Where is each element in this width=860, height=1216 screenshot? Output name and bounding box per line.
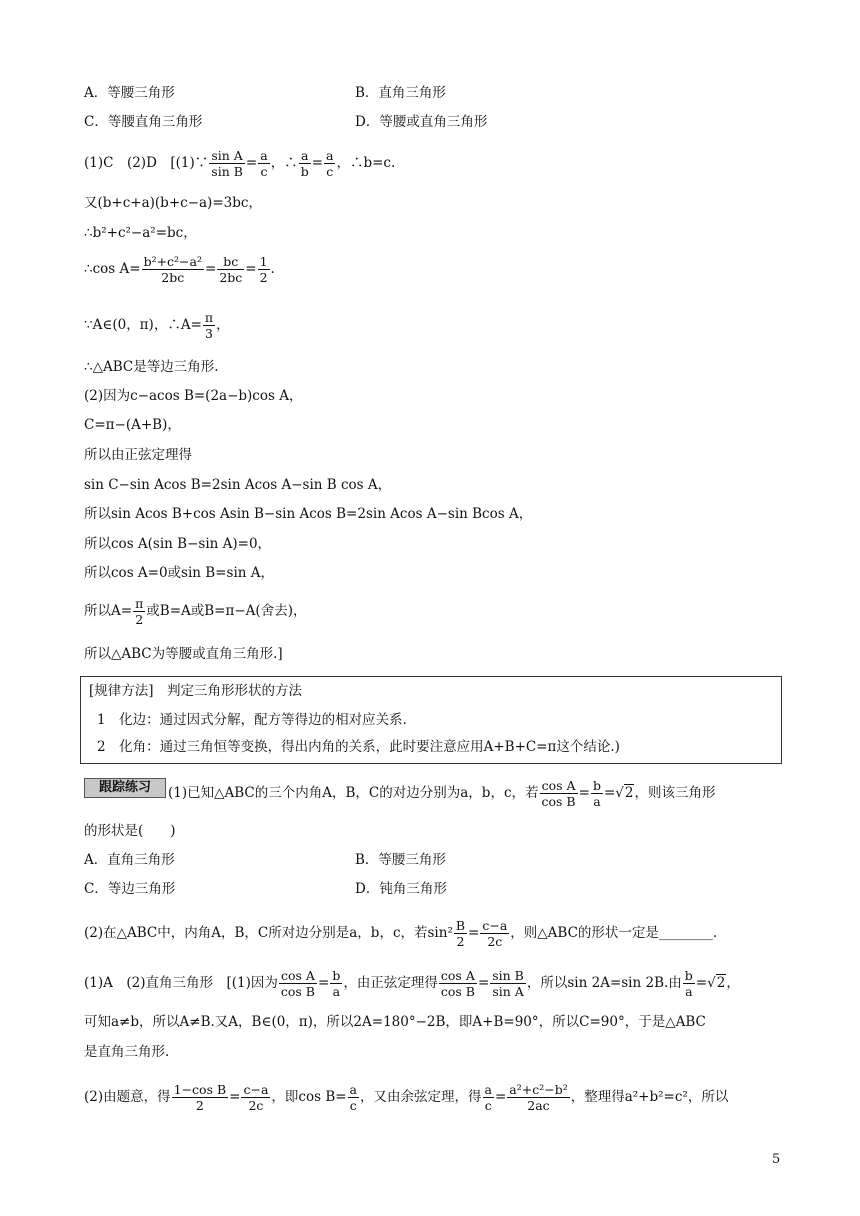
solution-line-5: ∵A∈(0，π)，∴A= $\frac{\pi}{3}$ ， [84, 310, 230, 341]
method-item-2: 2 化角：通过三角恒等变换，得出内角的关系，此时要注意应用A+B+C=π这个结论.) [97, 739, 620, 755]
fraction: $\frac{\text{sin A}}{\text{sin B}}$ [211, 148, 243, 179]
fraction: $\frac{\text{cos A}}{\text{cos B}}$ [440, 968, 475, 999]
option-c: C．等腰直角三角形 [84, 114, 203, 130]
practice-option-c: C．等边三角形 [84, 881, 176, 897]
method-title: [规律方法] 判定三角形形状的方法 [89, 683, 303, 699]
fraction: $\frac{\text{cos A}}{\text{cos B}}$ [280, 968, 315, 999]
solution-line-2: 又(b+c+a)(b+c−a)=3bc， [84, 195, 262, 211]
practice-option-a: A．直角三角形 [84, 852, 175, 868]
solution-line-13: 所以cos A=0或sin B=sin A， [84, 565, 275, 581]
fraction: $\frac{\text{cos A}}{\text{cos B}}$ [541, 778, 576, 809]
practice-option-b: B．等腰三角形 [355, 852, 446, 868]
practice-q1-cont: 的形状是( ) [84, 823, 176, 839]
answer-2: (2)由题意，得 $\frac{\text{1−cos B}}{2}$ = $\frac{c-a}{2c}$ ，即cos B= $\frac{a}{c}$ ，又由余弦定理，得 $\frac{a}{c}$ = $\frac{\text{a²+c²−b²}}{2ac}$ ，整理得a²+b²=c²，所以 [84, 1082, 729, 1113]
practice-option-d: D．钝角三角形 [355, 881, 447, 897]
fraction: $\frac{a}{c}$ [260, 148, 268, 179]
solution-line-8: C=π−(A+B)， [84, 417, 181, 433]
fraction: $\frac{\text{b²+c²−a²}}{2bc}$ [143, 254, 202, 285]
solution-line-7: (2)因为c−acos B=(2a−b)cos A， [84, 388, 303, 404]
fraction: $\frac{a}{c}$ [349, 1082, 357, 1113]
fraction: $\frac{\pi}{3}$ [204, 310, 214, 341]
option-b: B．直角三角形 [355, 85, 446, 101]
sqrt: √2 [615, 785, 634, 801]
solution-line-4: ∴cos A= $\frac{\text{b²+c²−a²}}{2bc}$ = $\frac{bc}{2bc}$ = $\frac{1}{2}$ . [84, 254, 275, 285]
practice-q2: (2)在△ABC中，内角A，B，C所对边分别是a，b，c，若sin² $\frac{B}{2}$ = $\frac{c-a}{2c}$ ，则△ABC的形状一定是________. [84, 918, 718, 949]
solution-line-10: sin C−sin Acos B=2sin Acos A−sin B cos A， [84, 477, 392, 493]
solution-line-9: 所以由正弦定理得 [84, 447, 192, 463]
solution-line-12: 所以cos A(sin B−sin A)=0， [84, 536, 272, 552]
fraction: $\frac{\pi}{2}$ [135, 596, 144, 627]
solution-line-11: 所以sin Acos B+cos Asin B−sin Acos B=2sin Acos A−sin Bcos A， [84, 506, 533, 522]
solution-line-14: 所以A= $\frac{\pi}{2}$ 或B=A或B=π−A(舍去)， [84, 596, 307, 627]
practice-q1: (1)已知△ABC的三个内角A，B，C的对边分别为a，b，c，若 $\frac{\text{cos A}}{\text{cos B}}$ = $\frac{b}{a}$ =√2，则该三角形 [168, 778, 716, 809]
fraction: $\frac{c-a}{2c}$ [482, 918, 508, 949]
solution-line-1: (1)C (2)D [(1)∵ $\frac{\text{sin A}}{\text{sin B}}$ = $\frac{a}{c}$ ，∴ $\frac{a}{b}$ = $\frac{a}{c}$ ，∴b=c. [84, 148, 396, 179]
practice-badge: 跟踪练习 [84, 778, 166, 798]
fraction: $\frac{a}{b}$ [300, 148, 309, 179]
answer-1-line-3: 是直角三角形. [84, 1044, 170, 1060]
answer-1-line-2: 可知a≠b，所以A≠B.又A，B∈(0，π)，所以2A=180°−2B，即A+B=90°，所以C=90°，于是△ABC [84, 1014, 706, 1030]
fraction: $\frac{1}{2}$ [259, 254, 268, 285]
fraction: $\frac{a}{c}$ [326, 148, 334, 179]
method-box [80, 676, 782, 764]
fraction: $\frac{B}{2}$ [455, 918, 466, 949]
method-item-1: 1 化边：通过因式分解，配方等得边的相对应关系. [97, 712, 407, 728]
fraction: $\frac{b}{a}$ [332, 968, 341, 999]
option-d: D．等腰或直角三角形 [355, 114, 488, 130]
solution-line-15: 所以△ABC为等腰或直角三角形.] [84, 646, 283, 662]
option-a: A．等腰三角形 [84, 85, 175, 101]
fraction: $\frac{\text{1−cos B}}{2}$ [173, 1082, 227, 1113]
fraction: $\frac{\text{a²+c²−b²}}{2ac}$ [509, 1082, 568, 1113]
sqrt: √2 [707, 975, 726, 991]
fraction: $\frac{b}{a}$ [684, 968, 693, 999]
fraction: $\frac{a}{c}$ [484, 1082, 492, 1113]
page-number: 5 [772, 1152, 781, 1167]
fraction: $\frac{bc}{2bc}$ [219, 254, 243, 285]
fraction: $\frac{\text{sin B}}{\text{sin A}}$ [492, 968, 524, 999]
fraction: $\frac{c-a}{2c}$ [243, 1082, 269, 1113]
answer-1: (1)A (2)直角三角形 [(1)因为 $\frac{\text{cos A}}{\text{cos B}}$ = $\frac{b}{a}$ ，由正弦定理得 $\frac{\text{cos A}}{\text{cos B}}$ = $\frac{\text{sin B}}{\text{sin A}}$ ，所以sin 2A=sin 2B.由 $\frac{b}{a}$ =√2， [84, 968, 740, 999]
solution-line-6: ∴△ABC是等边三角形. [84, 359, 219, 375]
fraction: $\frac{b}{a}$ [592, 778, 601, 809]
solution-line-3: ∴b²+c²−a²=bc， [84, 225, 197, 241]
